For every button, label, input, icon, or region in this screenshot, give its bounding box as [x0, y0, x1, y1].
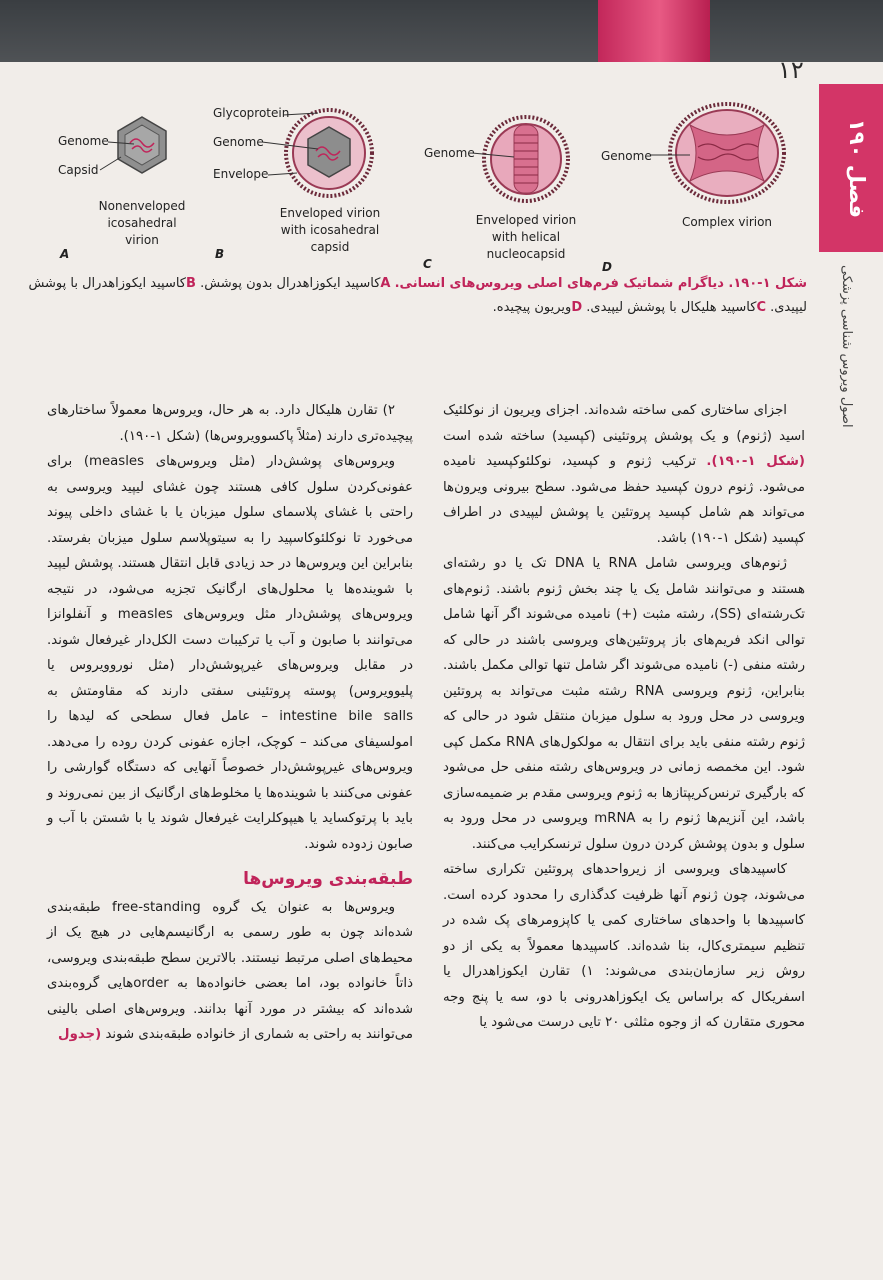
label-a-genome: Genome [58, 134, 109, 148]
label-d-genome: Genome [601, 149, 652, 163]
caption-text-b: کاسپید ایکوزاهدرال با پوشش لیپیدی. [28, 276, 807, 315]
figure-virus-forms [0, 95, 819, 275]
label-b-genome: Genome [213, 135, 264, 149]
caption-c: Enveloped virion with helical nucleocapsid [475, 213, 577, 261]
caption-d: Complex virion [681, 215, 773, 229]
page-number: ۱۲ [778, 56, 804, 84]
body-column-right [443, 398, 805, 1036]
virion-b-icon [262, 110, 372, 196]
label-b-envelope: Envelope [213, 167, 269, 181]
figure-reference: (شکل ۱-۱۹۰). [706, 454, 806, 469]
figure-caption-title: شکل ۱-۱۹۰. دیاگرام شماتیک فرم‌های اصلی ویروس‌های انسانی. [394, 276, 807, 291]
paragraph: ویروس‌ها به عنوان یک گروه free-standing طبقه‌بندی شده‌اند چون به طور رسمی به ارگانیسم‌هایی در هیچ یک از محیط‌های اصلی مرتبط نیستند. بالاترین سطح طبقه‌بندی ویروسی، ذاتاً خانواده بود، اما بعضی خانواده‌ها به orderهایی گروه‌بندی شده‌اند که بیشتر در مورد آنها بدانند. ویروس‌های اصلی بالینی می‌توانند به راحتی به شماری از خانواده طبقه‌بندی شوند (جدول [47, 899, 414, 1042]
caption-letter-b: B [186, 276, 196, 291]
figure-caption [22, 272, 807, 320]
paragraph: ۲) تقارن هلیکال دارد. به هر حال، ویروس‌ها معمولاً ساختارهای پیچیده‌تری دارند (مثلاً پاکسوویروس‌ها) (شکل ۱-۱۹۰). [47, 403, 413, 444]
virion-c-icon [472, 117, 568, 201]
section-heading: طبقه‌بندی ویروس‌ها [243, 869, 413, 889]
paragraph: ژنوم‌های ویروسی شامل RNA یا DNA تک یا دو رشته‌ای هستند و می‌توانند شامل یک یا چند بخش ژنوم باشند. ژنوم‌های تک‌رشته‌ای (SS)، رشته مثبت (+) نامیده می‌شوند اگر آنها شامل توالی انکد فریم‌های باز پروتئین‌های ویروسی باشند در حالی که رشته منفی (-) نامیده می‌شوند اگر شامل تنها توالی مکمل باشند. بنابراین، ژنوم ویروسی RNA رشته مثبت می‌تواند به پروتئین ویروسی در محل ورود به سلول میزبان منتقل شود در حالی که ژنوم رشته منفی باید برای انتقال به مولکول‌های RNA مکمل کپی شود. این مخمصه زمانی در ویروس‌های رشته منفی حل می‌شود که بارگیری ترنس‌کریپتازها به ژنوم ویروسی مقدم بر ضمیمه‌سازی باشد، این آنزیم‌ها ژنوم را به mRNA ویروسی در محل ورود به سلول و بدون پوشش کردن درون سلول ترنسکرایب می‌کنند. [443, 556, 806, 852]
body-column-left [47, 398, 413, 1048]
chapter-tab-label: فصل ۱۹۰ [845, 118, 869, 218]
caption-text-a: کاسپید ایکوزاهدرال بدون پوشش. [200, 276, 381, 291]
virion-d-icon [650, 104, 784, 202]
paragraph: اجزای ساختاری کمی ساخته شده‌اند. اجزای ویریون از نوکلئیک اسید (ژنوم) و یک پوشش پروتئینی (کپسید) ساخته شده است (شکل ۱-۱۹۰). ترکیب ژنوم و کپسید، نوکلئوکپسید نامیده می‌شود. ژنوم درون کپسید حفظ می‌شود. سطح بیرونی ویرون‌ها می‌تواند هم شامل کپسید پروتئین یا پوشش لیپیدی در اطراف کپسید (شکل ۱-۱۹۰) باشد. [443, 403, 806, 546]
label-c-genome: Genome [424, 146, 475, 160]
panel-letter-c: C [423, 257, 432, 271]
caption-b: Enveloped virion with icosahedral capsid [279, 206, 381, 254]
paragraph: کاسپیدهای ویروسی از زیرواحدهای پروتئین تکراری ساخته می‌شوند، چون ژنوم آنها ظرفیت کدگذاری را محدود کرده است. کاسپیدها با واحدهای ساختاری کمی یا کاپزومرهای پک شده در تنظیم سیمتری‌کال، بنا شده‌اند. کاسپیدها معمولاً به یکی از دو روش زیر سازمان‌بندی می‌شوند: ۱) تقارن ایکوزاهدرال یا اسفریکال که براساس یک ایکوزاهدرونی با دو، سه یا پنج وجه محوری متقارن که از وجوه مثلثی ۲۰ تایی درست می‌شود یا [443, 862, 806, 1030]
caption-a: Nonenveloped icosahedral virion [98, 199, 186, 247]
panel-letter-d: D [602, 260, 612, 274]
virion-a-icon [100, 117, 166, 173]
paragraph: ویروس‌های پوشش‌دار (مثل ویروس‌های measles) برای عفونی‌کردن سلول کافی هستند چون غشای لیپید ویروسی به راحتی با غشای پلاسمای سلول میزبان یا با غشای داخلی پیوند می‌خورد تا نوکلئوکاسپید را به سیتوپلاسم سلول میزبان بفرستد. بنابراین این ویروس‌ها در حد زیادی قابل انتقال هستند. پوشش لیپید با شوینده‌ها یا محلول‌های ارگانیک تجزیه می‌شود، در نتیجه ویروس‌های پوشش‌دار مثل ویروس‌های measles و آنفلوانزا می‌توانند با صابون و آب یا ترکیبات دست الکل‌دار غیرفعال شوند. در مقابل ویروس‌های غیرپوشش‌دار (مثل نوروویروس یا پلیوویروس) پوسته پروتئینی سفتی دارند که مقاومتش به intestine bile salls – عامل فعال سطحی که لیدها را امولسیفای می‌کند – کوچک، اجازه عفونی کردن روده را می‌دهد. ویروس‌های غیرپوشش‌دار خصوصاً آنهایی که دستگاه گوارشی را عفونی می‌کنند با شوینده‌ها یا مخلوط‌های ارگانیک از بین نمی‌روند و باید با پرتوکساید یا هیپوکلرایت غیرفعال شوند یا با شستن با آب و صابون زدوده شوند. [47, 454, 413, 852]
table-reference: (جدول [58, 1027, 102, 1042]
panel-letter-a: A [60, 247, 70, 261]
caption-letter-c: C [756, 300, 766, 315]
caption-letter-d: D [571, 300, 583, 315]
label-a-capsid: Capsid [58, 163, 99, 177]
caption-text-c: کاسپید هلیکال با پوشش لیپیدی. [586, 300, 757, 315]
book-title-vertical: اصول ویروس شناسی پزشکی [839, 265, 854, 428]
label-b-glycoprotein: Glycoprotein [213, 106, 290, 120]
caption-letter-a: A [380, 276, 391, 291]
caption-text-d: ویریون پیچیده. [492, 300, 572, 315]
panel-letter-b: B [215, 247, 225, 261]
